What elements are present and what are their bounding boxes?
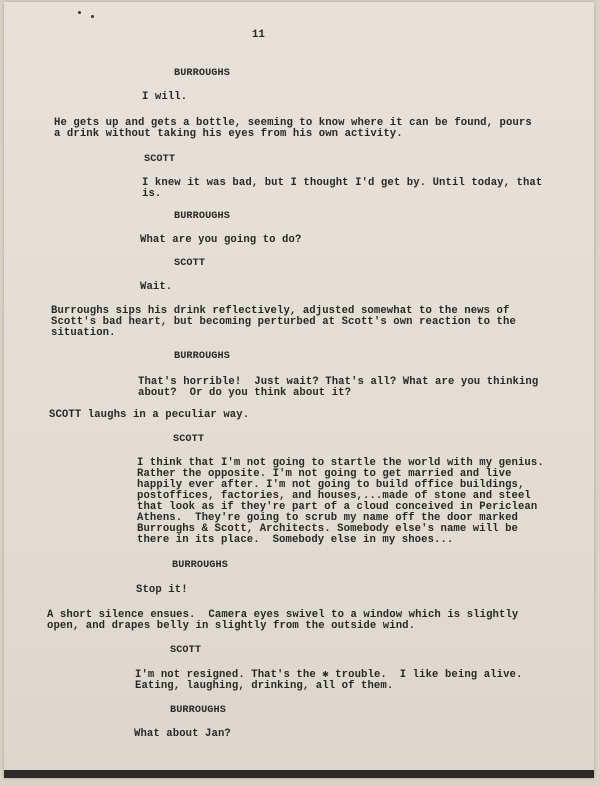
character-cue: BURROUGHS	[174, 68, 230, 79]
script-page	[4, 2, 594, 778]
dialogue-line: Stop it!	[136, 584, 188, 596]
action-line: He gets up and gets a bottle, seeming to know where it can be found, pours	[54, 117, 532, 129]
character-cue: SCOTT	[173, 434, 205, 445]
dialogue-line: that look as if they're part of a cloud conceived in Periclean	[137, 501, 538, 513]
dialogue-line: postoffices, factories, and houses,...made of stone and steel	[137, 490, 531, 502]
dialogue-line: there in its place. Somebody else in my shoes...	[137, 534, 454, 546]
dialogue-line: Athens. They're going to scrub my name off the door marked	[137, 512, 518, 524]
dialogue-line: What are you going to do?	[140, 234, 302, 246]
action-line: Burroughs sips his drink reflectively, adjusted somewhat to the news of	[51, 305, 510, 317]
page-number: 11	[252, 29, 265, 41]
character-cue: BURROUGHS	[174, 351, 230, 362]
dialogue-line: I will.	[142, 91, 188, 103]
dialogue-line: I'm not resigned. That's the ✱ trouble. I like being alive.	[135, 669, 523, 681]
dialogue-line: I think that I'm not going to startle the world with my genius.	[137, 457, 544, 469]
character-cue: BURROUGHS	[172, 560, 228, 571]
character-cue: BURROUGHS	[170, 705, 226, 716]
ink-speck	[78, 11, 81, 14]
dialogue-line: Rather the opposite. I'm not going to get married and live	[137, 468, 512, 480]
scan-bottom-edge	[4, 770, 594, 778]
character-cue: SCOTT	[174, 258, 206, 269]
dialogue-line: Wait.	[140, 281, 173, 293]
character-cue: BURROUGHS	[174, 211, 230, 222]
action-line: A short silence ensues. Camera eyes swivel to a window which is slightly	[47, 609, 519, 621]
dialogue-line: Eating, laughing, drinking, all of them.	[135, 680, 394, 692]
dialogue-line: happily ever after. I'm not going to build office buildings,	[137, 479, 525, 491]
character-cue: SCOTT	[170, 645, 202, 656]
ink-speck	[91, 15, 94, 18]
action-line: situation.	[51, 327, 116, 339]
dialogue-line: about? Or do you think about it?	[138, 387, 352, 399]
character-cue: SCOTT	[144, 154, 176, 165]
dialogue-line: What about Jan?	[134, 728, 231, 740]
dialogue-line: Burroughs & Scott, Architects. Somebody else's name will be	[137, 523, 518, 535]
action-line: SCOTT laughs in a peculiar way.	[49, 409, 250, 421]
dialogue-line: I knew it was bad, but I thought I'd get by. Until today, that	[142, 177, 543, 189]
action-line: a drink without taking his eyes from his own activity.	[54, 128, 403, 140]
action-line: Scott's bad heart, but becoming perturbed at Scott's own reaction to the	[51, 316, 516, 328]
dialogue-line: That's horrible! Just wait? That's all? What are you thinking	[138, 376, 539, 388]
dialogue-line: is.	[142, 188, 162, 200]
action-line: open, and drapes belly in slightly from the outside wind.	[47, 620, 416, 632]
